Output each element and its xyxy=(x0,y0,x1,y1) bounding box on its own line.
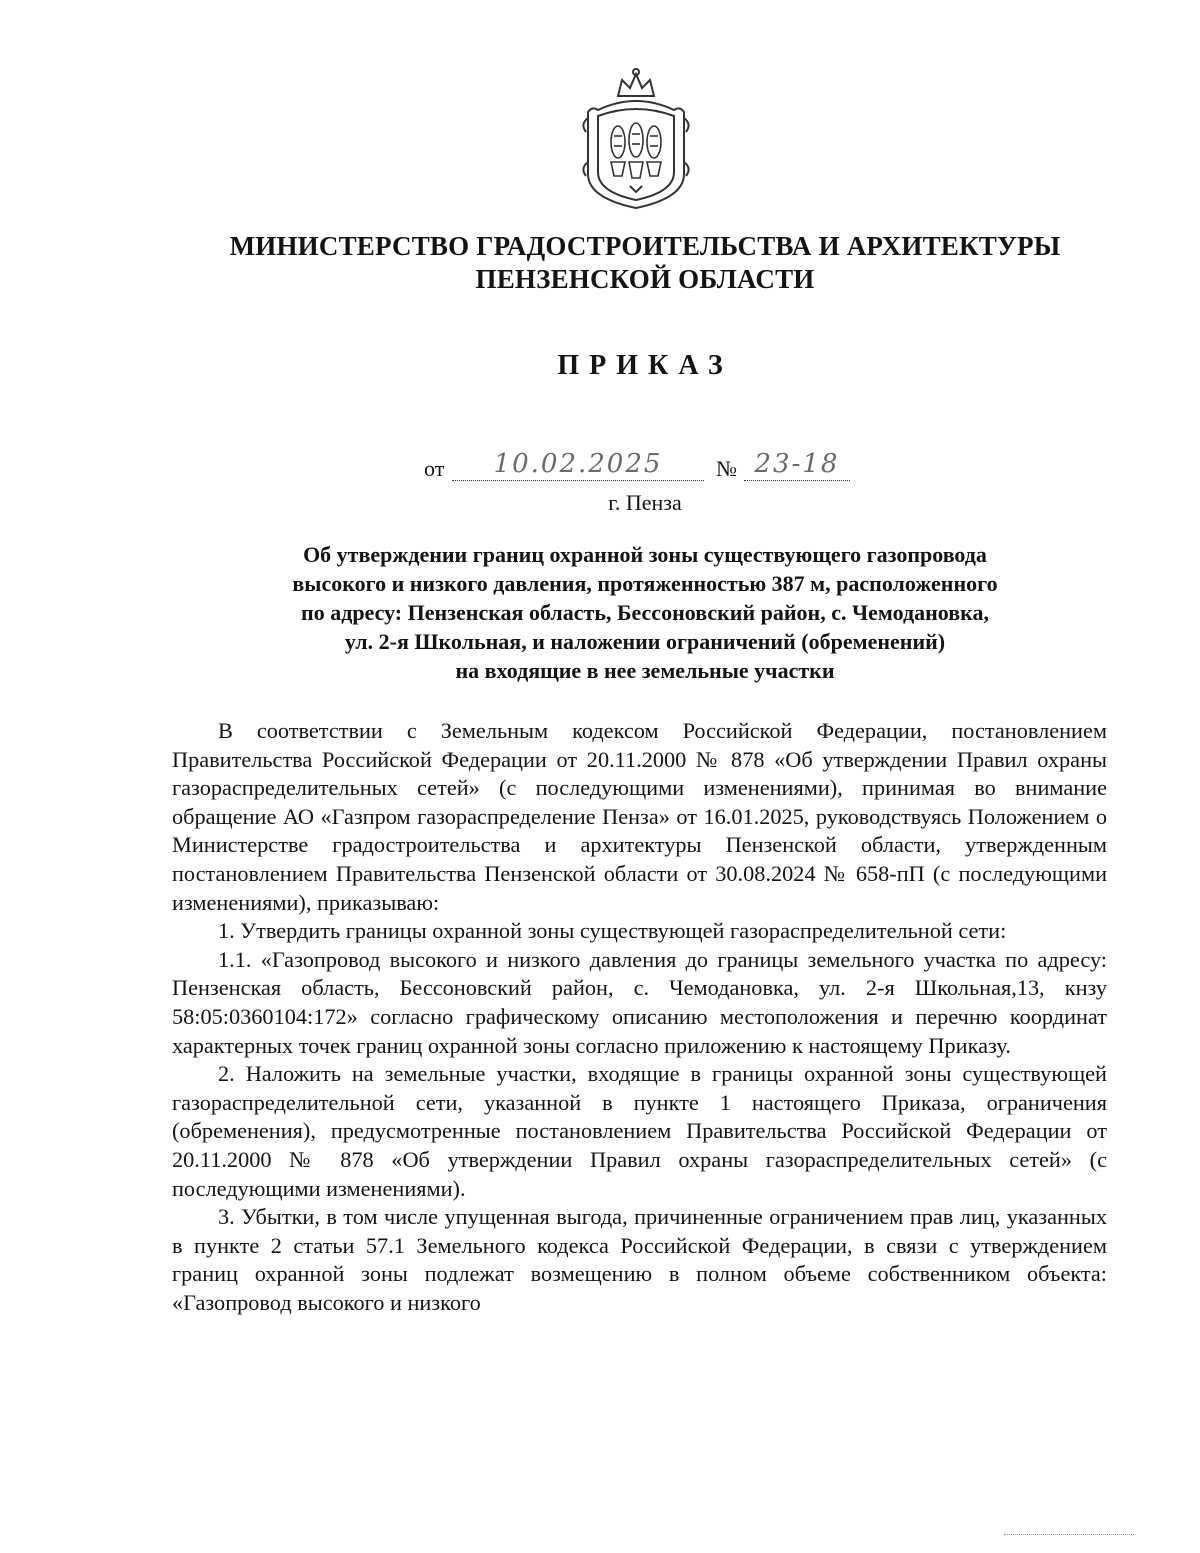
order-number-value: 23-18 xyxy=(744,450,850,481)
heading-line: высокого и низкого давления, протяженностью 387 м, расположенного xyxy=(292,571,998,596)
heading-line: Об утверждении границ охранной зоны существующего газопровода xyxy=(303,542,987,567)
heading-line: ул. 2-я Школьная, и наложении ограничений (обременений) xyxy=(344,629,946,654)
body-paragraph-item-3: 3. Убытки, в том числе упущенная выгода, причиненные ограничением прав лиц, указанных в пункте 2 статьи 57.1 Земельного кодекса Российской Федерации, в связи с утверждением границ охранной зоны подлежат возмещению в полном объеме собственником объекта: «Газопровод высокого и низкого xyxy=(172,1204,1107,1315)
ministry-name-line1: МИНИСТЕРСТВО ГРАДОСТРОИТЕЛЬСТВА И АРХИТЕКТУРЫ xyxy=(229,231,1061,261)
page-footer-dotted-line xyxy=(1004,1534,1134,1535)
heading-line: по адресу: Пензенская область, Бессоновский район, с. Чемодановка, xyxy=(301,600,989,625)
body-paragraph-preamble: В соответствии с Земельным кодексом Российской Федерации, постановлением Правительства Российской Федерации от 20.11.2000 № 878 «Об утверждении Правил охраны газораспределительных сетей» (с последующими изменениями), принимая во внимание обращение АО «Газпром газораспределение Пенза» от 16.01.2025, руководствуясь Положением о Министерстве градостроительства и архитектуры Пензенской области, утвержденным постановлением Правительства Пензенской области от 30.08.2024 № 658-пП (с последующими изменениями), приказываю: xyxy=(172,718,1107,915)
number-label: № xyxy=(716,456,737,481)
document-title: ПРИКАЗ xyxy=(557,350,733,381)
order-date-value: 10.02.2025 xyxy=(452,450,704,481)
body-paragraph-item-1: 1. Утвердить границы охранной зоны существующей газораспределительной сети: xyxy=(218,918,1007,944)
date-label: от xyxy=(424,456,445,481)
ministry-name xyxy=(150,230,1140,296)
heading-line: на входящие в нее земельные участки xyxy=(455,658,835,683)
coat-of-arms-icon xyxy=(578,66,694,214)
order-body xyxy=(172,717,1107,1317)
order-heading xyxy=(170,540,1120,685)
ministry-name-line2: ПЕНЗЕНСКОЙ ОБЛАСТИ xyxy=(475,264,815,294)
body-paragraph-item-1-1: 1.1. «Газопровод высокого и низкого давления до границы земельного участка по адресу: Пензенская область, Бессоновский район, с. Чемодановка, ул. 2-я Школьная,13, кнзу 58:05:0360104:172» согласно графическому описанию местоположения и перечню координат характерных точек границ охранной зоны согласно приложению к настоящему Приказу. xyxy=(172,946,1107,1058)
order-date-number-line xyxy=(424,450,854,484)
body-paragraph-item-2: 2. Наложить на земельные участки, входящие в границы охранной зоны существующей газораспределительной сети, указанной в пункте 1 настоящего Приказа, ограничения (обременения), предусмотренные постановлением Правительства Российской Федерации от 20.11.2000 № 878 «Об утверждении Правил охраны газораспределительных сетей» (с последующими изменениями). xyxy=(172,1061,1107,1201)
city-name: г. Пенза xyxy=(608,490,682,515)
